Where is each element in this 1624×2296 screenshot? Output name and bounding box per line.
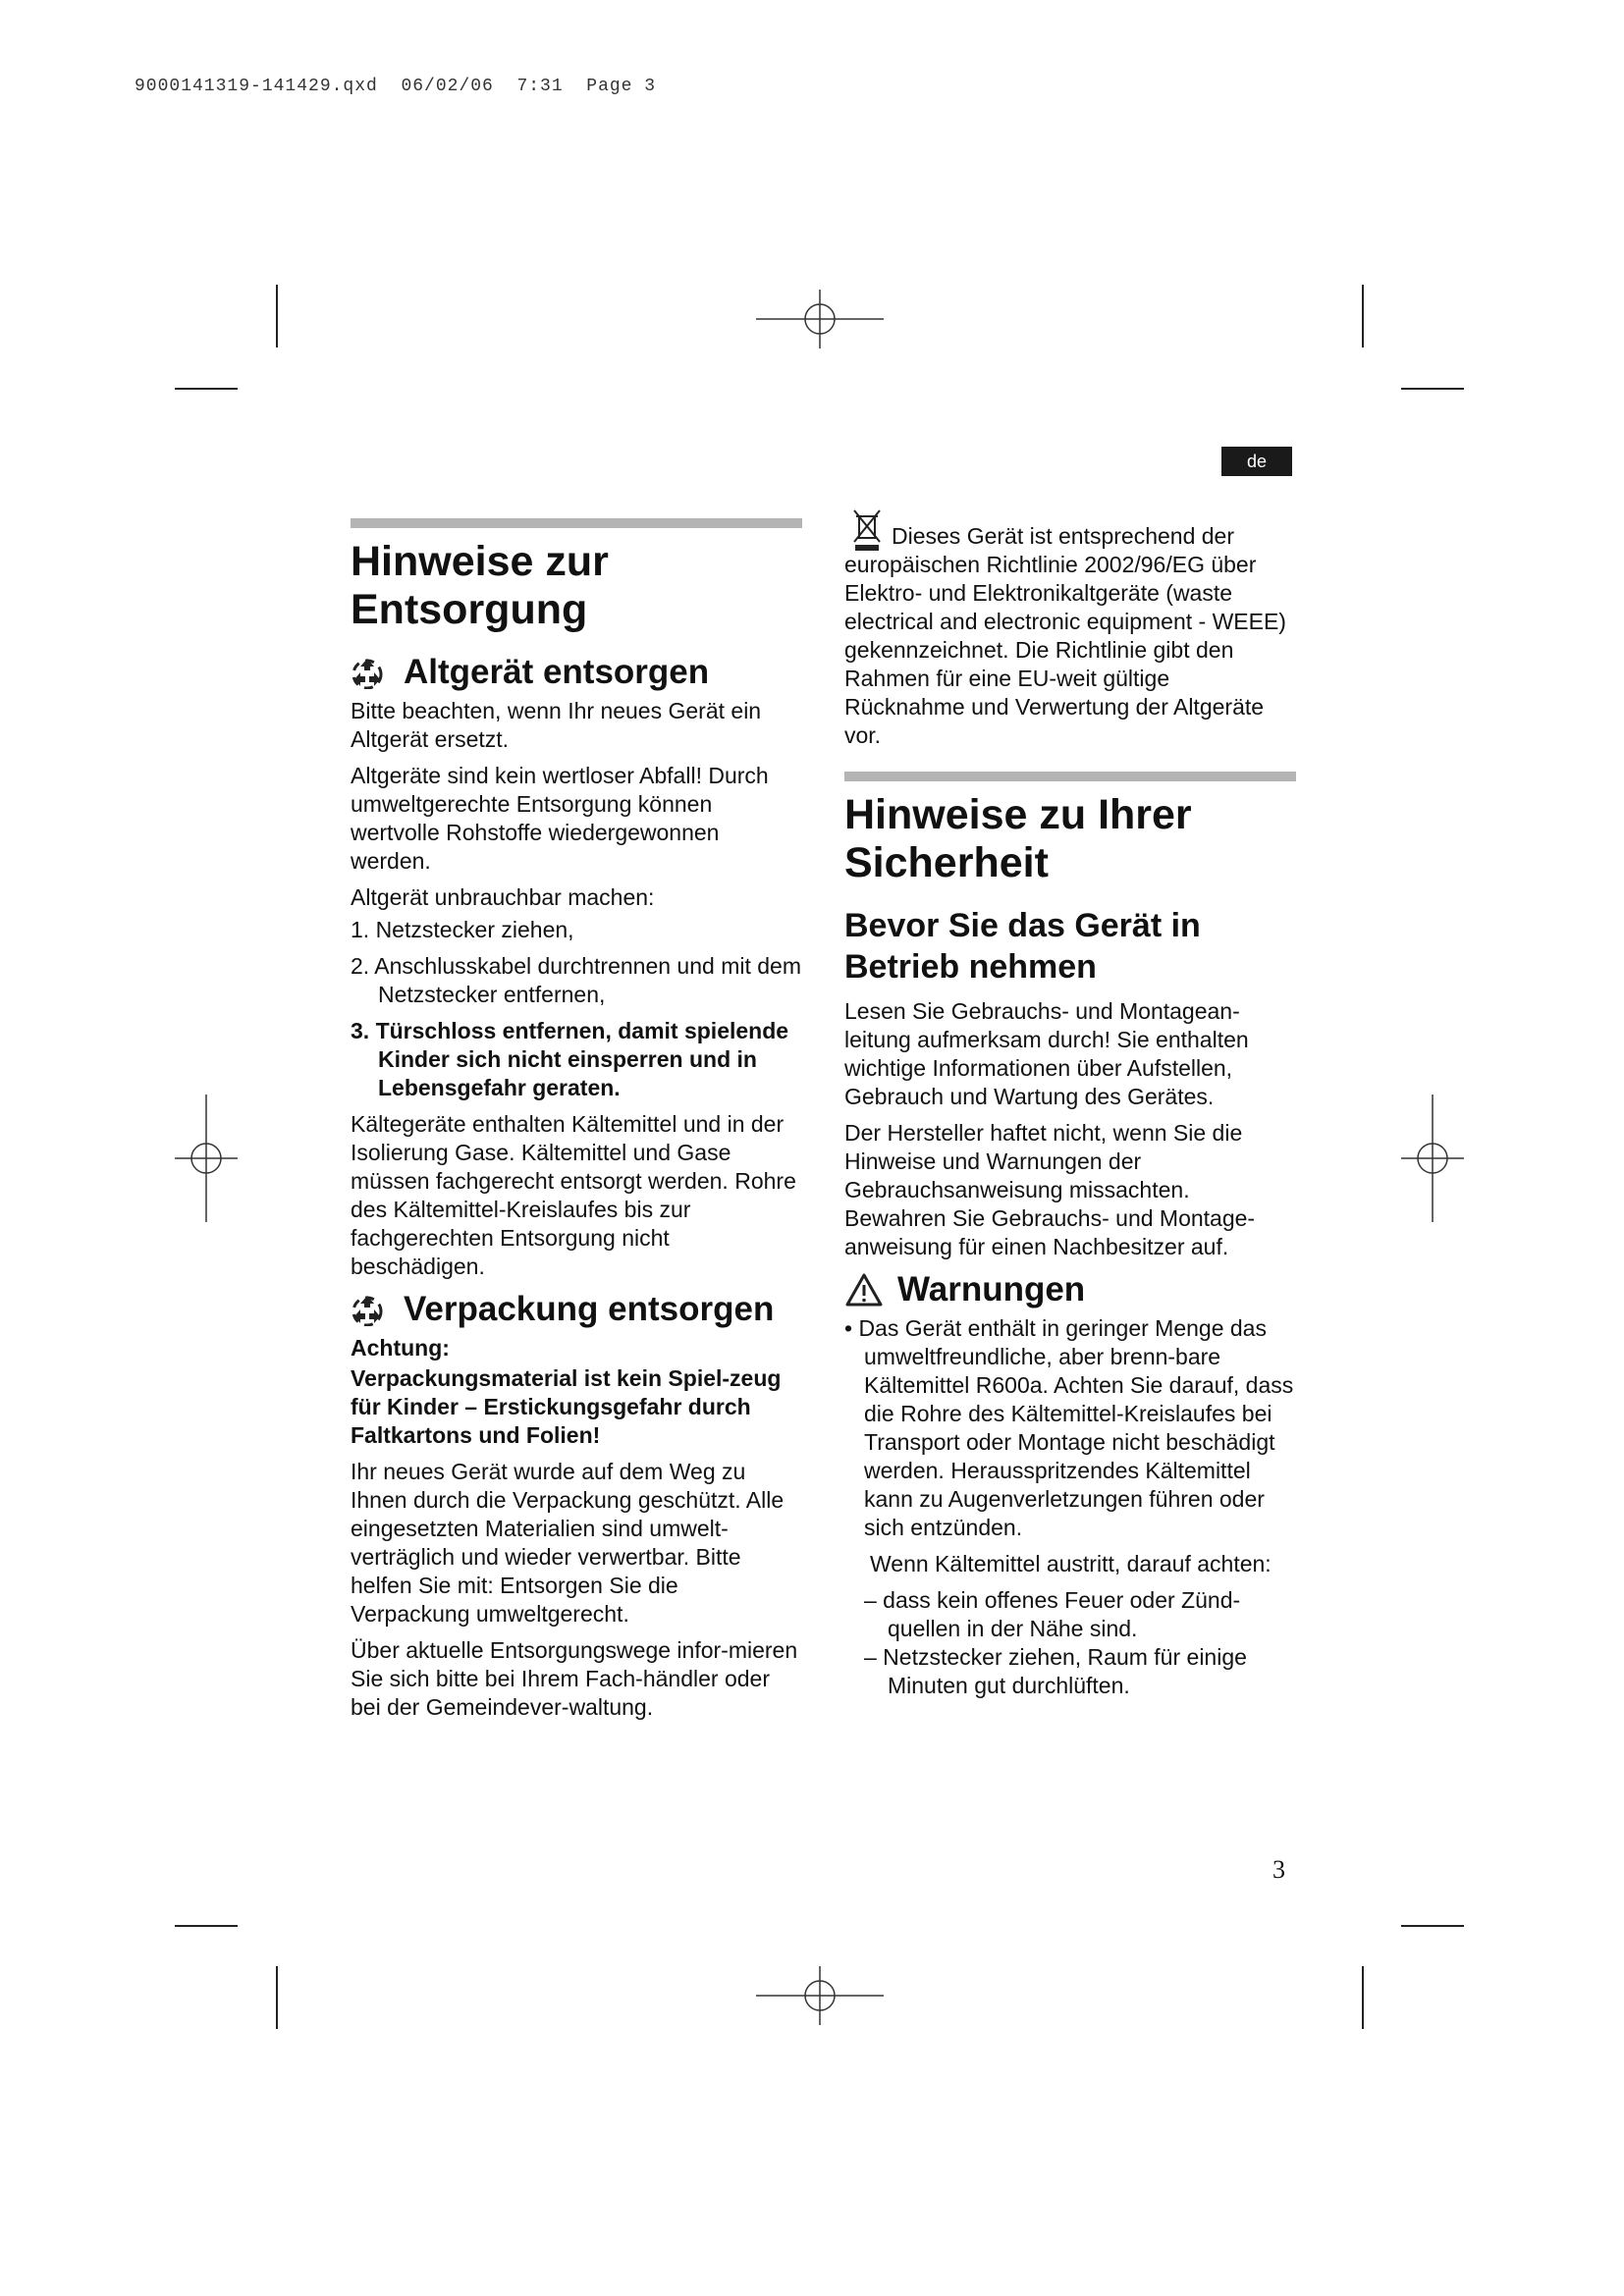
before-use-heading: Bevor Sie das Gerät in Betrieb nehmen bbox=[844, 907, 1201, 986]
left-column bbox=[351, 518, 802, 1730]
paragraph: Altgeräte sind kein wertloser Abfall! Durch umweltgerechte Entsorgung können wertvolle Rohstoffe wiedergewonnen werden. bbox=[351, 763, 769, 874]
caution-label: Achtung: bbox=[351, 1335, 450, 1361]
caution-text: Verpackungsmaterial ist kein Spiel-zeug für Kinder – Erstickungsgefahr durch Faltkartons und Folien! bbox=[351, 1365, 782, 1448]
recycle-icon bbox=[351, 656, 384, 689]
crossed-bin-icon bbox=[850, 508, 884, 552]
list-item: – dass kein offenes Feuer oder Zünd-quellen in der Nähe sind. bbox=[864, 1587, 1241, 1641]
safety-title: Hinweise zu Ihrer Sicherheit bbox=[844, 791, 1192, 886]
old-appliance-heading: Altgerät entsorgen bbox=[351, 652, 802, 693]
paragraph: Der Hersteller haftet nicht, wenn Sie die Hinweise und Warnungen der Gebrauchsanweisung missachten. Bewahren Sie Gebrauchs- und Montage-anweisung für einen Nachbesitzer auf. bbox=[844, 1120, 1256, 1259]
disposal-title: Hinweise zur Entsorgung bbox=[351, 538, 609, 633]
paragraph: Altgerät unbrauchbar machen: bbox=[351, 884, 655, 910]
list-item: – Netzstecker ziehen, Raum für einige Minuten gut durchlüften. bbox=[864, 1644, 1247, 1698]
steps-list bbox=[351, 916, 802, 1102]
language-tab: de bbox=[1221, 447, 1292, 476]
paragraph: Lesen Sie Gebrauchs- und Montagean-leitung aufmerksam durch! Sie enthalten wichtige Informationen über Aufstellen, Gebrauch und Wartung des Gerätes. bbox=[844, 998, 1249, 1109]
registration-mark-top bbox=[756, 290, 884, 348]
weee-text: Dieses Gerät ist entsprechend der europäischen Richtlinie 2002/96/EG über Elektro- und Elektronikaltgeräte (waste electrical and electronic equipment - WEEE) gekennzeichnet. Die Richtlinie gibt den Rahmen für eine EU-weit gültige Rücknahme und Verwertung der Altgeräte vor. bbox=[844, 523, 1286, 748]
crop-mark bbox=[1362, 1966, 1364, 2029]
section-bar bbox=[844, 772, 1296, 781]
crop-mark bbox=[175, 388, 238, 390]
registration-mark-right bbox=[1401, 1095, 1464, 1222]
paragraph: Kältegeräte enthalten Kältemittel und in der Isolierung Gase. Kältemittel und Gase müssen fachgerecht entsorgt werden. Rohre des Kältemittel-Kreislaufes bis zur fachgerechten Entsorgung nicht beschädigen. bbox=[351, 1111, 796, 1279]
print-slug: 9000141319-141429.qxd 06/02/06 7:31 Page 3 bbox=[135, 77, 657, 96]
warning-bullet: • Das Gerät enthält in geringer Menge das umweltfreundliche, aber brenn-bare Kältemittel R600a. Achten Sie darauf, dass die Rohre des Kältemittel-Kreislaufes bei Transport oder Montage nicht beschädigt werden. Herausspritzendes Kältemittel kann zu Augenverletzungen führen oder sich entzünden. bbox=[844, 1315, 1294, 1540]
warnings-heading: Warnungen bbox=[844, 1269, 1296, 1310]
weee-notice bbox=[844, 522, 1296, 750]
registration-mark-bottom bbox=[756, 1966, 884, 2025]
crop-mark bbox=[1362, 285, 1364, 347]
right-column bbox=[844, 522, 1296, 1700]
paragraph: Über aktuelle Entsorgungswege infor-mieren Sie sich bitte bei Ihrem Fach-händler oder bei der Gemeindever-waltung. bbox=[351, 1637, 798, 1720]
warning-triangle-icon bbox=[844, 1272, 884, 1308]
crop-mark bbox=[276, 1966, 278, 2029]
page-number: 3 bbox=[1272, 1855, 1285, 1884]
list-item: 2. Anschlusskabel durchtrennen und mit dem Netzstecker entfernen, bbox=[351, 953, 801, 1007]
paragraph: Ihr neues Gerät wurde auf dem Weg zu Ihnen durch die Verpackung geschützt. Alle eingesetzten Materialien sind umwelt-verträglich und wieder verwertbar. Bitte helfen Sie mit: Entsorgen Sie die Verpackung umweltgerecht. bbox=[351, 1459, 785, 1627]
packaging-heading: Verpackung entsorgen bbox=[351, 1289, 802, 1330]
section-bar bbox=[351, 518, 802, 528]
list-item: 3. Türschloss entfernen, damit spielende Kinder sich nicht einsperren und in Lebensgefahr geraten. bbox=[351, 1018, 789, 1100]
crop-mark bbox=[175, 1925, 238, 1927]
paragraph: Wenn Kältemittel austritt, darauf achten: bbox=[870, 1551, 1272, 1576]
crop-mark bbox=[276, 285, 278, 347]
registration-mark-left bbox=[175, 1095, 238, 1222]
crop-mark bbox=[1401, 1925, 1464, 1927]
crop-mark bbox=[1401, 388, 1464, 390]
list-item: 1. Netzstecker ziehen, bbox=[351, 917, 574, 942]
paragraph: Bitte beachten, wenn Ihr neues Gerät ein Altgerät ersetzt. bbox=[351, 698, 762, 752]
recycle-icon bbox=[351, 1293, 384, 1326]
